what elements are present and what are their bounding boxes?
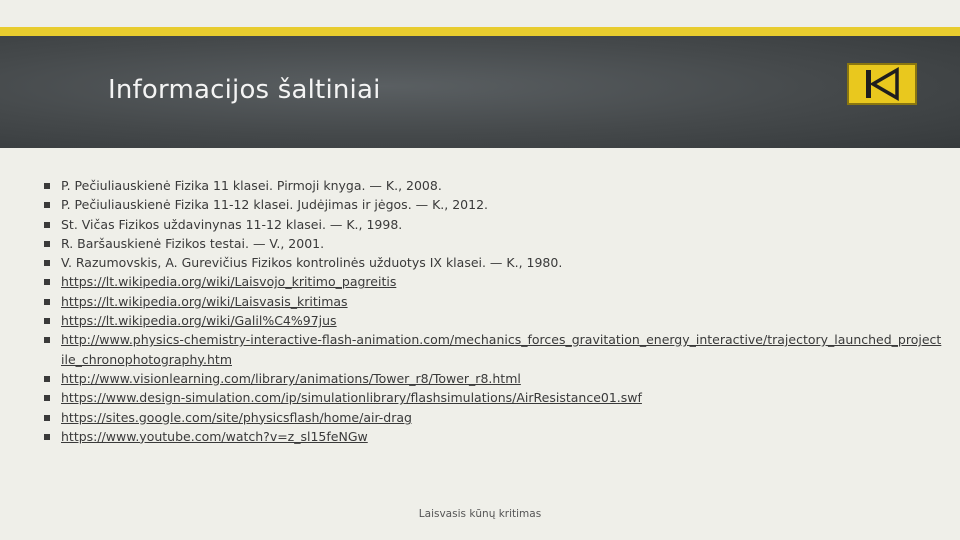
reference-link[interactable]: https://www.design-simulation.com/ip/simulationlibrary/flashsimulations/AirResistance01.swf	[61, 390, 642, 406]
bullet	[44, 279, 50, 285]
slide-footer: Laisvasis kūnų kritimas	[418, 508, 542, 520]
reference-item	[44, 427, 944, 446]
reference-item	[44, 408, 944, 427]
bullet	[44, 318, 50, 324]
bullet	[44, 415, 50, 421]
reference-item	[44, 292, 944, 311]
reference-link[interactable]: https://lt.wikipedia.org/wiki/Galil%C4%97jus	[61, 313, 337, 329]
bullet	[44, 299, 50, 305]
bullet	[44, 434, 50, 440]
reference-item	[44, 311, 944, 330]
reference-item	[44, 369, 944, 388]
reference-item	[44, 215, 944, 234]
reference-link[interactable]: https://www.youtube.com/watch?v=z_sl15feNGw	[61, 428, 368, 444]
reference-text: P. Pečiuliauskienė Fizika 11-12 klasei. Judėjimas ir jėgos. — K., 2012.	[61, 197, 489, 213]
accent-bar	[0, 27, 960, 36]
bullet	[44, 395, 50, 401]
reference-item	[44, 195, 944, 214]
bullet	[44, 241, 50, 247]
reference-link[interactable]: https://lt.wikipedia.org/wiki/Laisvasis_kritimas	[61, 293, 348, 309]
reference-item	[44, 272, 944, 291]
reference-item	[44, 388, 944, 407]
bullet	[44, 337, 50, 343]
first-slide-button[interactable]	[847, 63, 917, 105]
reference-item	[44, 234, 944, 253]
reference-text: R. Baršauskienė Fizikos testai. — V., 2001.	[61, 235, 325, 251]
bullet	[44, 260, 50, 266]
top-stripe	[0, 0, 960, 27]
bullet	[44, 202, 50, 208]
reference-link[interactable]: http://www.visionlearning.com/library/animations/Tower_r8/Tower_r8.html	[61, 370, 521, 386]
reference-item	[44, 253, 944, 272]
reference-item	[44, 330, 944, 369]
reference-link[interactable]: https://lt.wikipedia.org/wiki/Laisvojo_kritimo_pagreitis	[61, 274, 397, 290]
reference-item	[44, 176, 944, 195]
references-list	[44, 176, 944, 446]
reference-text: St. Vičas Fizikos uždavinynas 11-12 klasei. — K., 1998.	[61, 216, 403, 232]
reference-link[interactable]: http://www.physics-chemistry-interactive-flash-animation.com/mechanics_forces_gravitation_energy_interactive/trajectory_launched_projectile_chronophotography.htm	[61, 332, 942, 367]
reference-text: P. Pečiuliauskienė Fizika 11 klasei. Pirmoji knyga. — K., 2008.	[61, 178, 442, 193]
slide-title: Informacijos šaltiniai	[108, 75, 381, 105]
reference-link[interactable]: https://sites.google.com/site/physicsflash/home/air-drag	[61, 409, 412, 425]
bullet	[44, 183, 50, 189]
bullet	[44, 222, 50, 228]
reference-text: V. Razumovskis, A. Gurevičius Fizikos kontrolinės užduotys IX klasei. — K., 1980.	[61, 255, 563, 271]
bullet	[44, 376, 50, 382]
skip-to-first-icon	[849, 65, 915, 103]
